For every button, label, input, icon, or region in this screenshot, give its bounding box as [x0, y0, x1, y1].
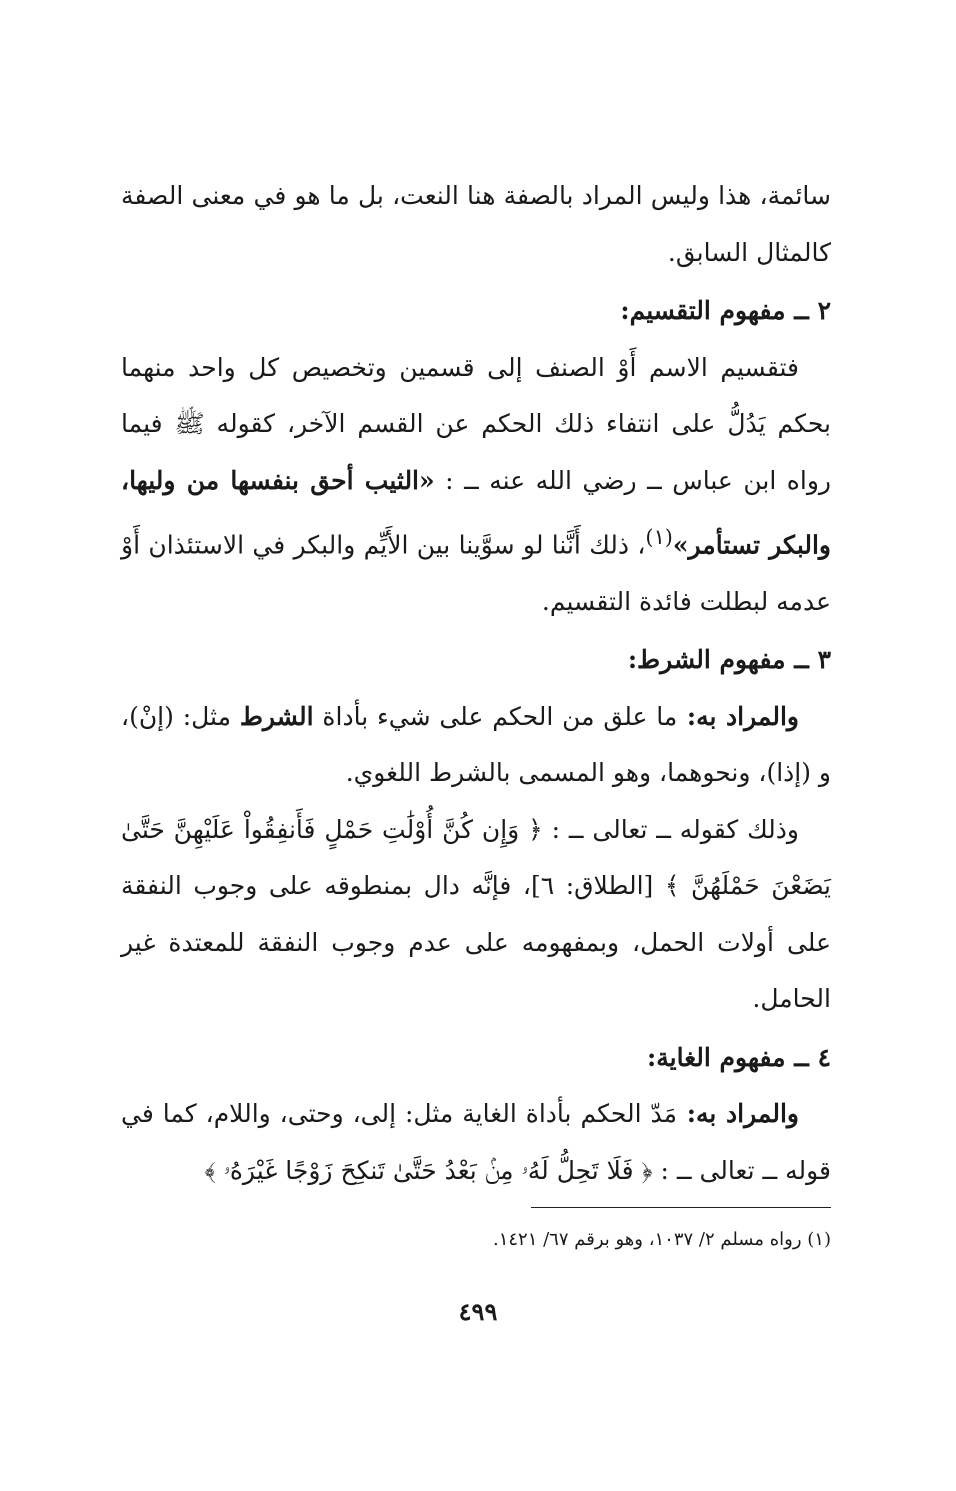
footnote-ref: (١) [645, 525, 673, 549]
condition-text1: ما علق من الحكم على شيء بأداة [313, 701, 678, 731]
footnote-divider [531, 1207, 831, 1208]
paragraph-intro: سائمة، هذا وليس المراد بالصفة هنا النعت، بل ما هو في معنى الصفة كالمثال السابق. [121, 181, 831, 267]
main-text [121, 168, 831, 1199]
example-text: وذلك كقوله ــ تعالى ــ : [542, 814, 800, 844]
paragraph-goal [121, 1086, 831, 1199]
quran-verse-talaq: ﴿ وَإِن كُنَّ أُوْلَٰتِ حَمْلٍ فَأَنفِقُواْ عَلَيْهِنَّ حَتَّىٰ يَضَعْنَ حَمْلَهُنَّ ﴾ [121, 814, 831, 901]
goal-text: مَدّ الحكم بأداة الغاية مثل: إلى، وحتى، واللام، كما في قوله ــ تعالى ــ : [121, 1099, 831, 1185]
heading-division: ٢ ــ مفهوم التقسيم: [620, 296, 831, 325]
paragraph-division [121, 340, 831, 631]
condition-text2: مثل: (إنْ)، و (إذا)، ونحوهما، وهو المسمى بالشرط اللغوي. [121, 701, 831, 788]
division-tail: ، ذلك أَنَّنا لو سوَّينا بين الأَيِّم والبكر في الاستئذان أَوْ عدمه لبطلت فائدة التقسيم. [121, 530, 831, 616]
heading-goal: ٤ ــ مفهوم الغاية: [647, 1042, 831, 1072]
paragraph-condition-example [121, 802, 831, 1028]
quran-verse-baqara: ﴿ فَلَا تَحِلُّ لَهُۥ مِنۢ بَعْدُ حَتَّىٰ تَنكِحَ زَوْجًا غَيْرَهُۥ ﴾ [204, 1155, 653, 1185]
condition-bold: الشرط [239, 701, 314, 731]
goal-label: والمراد به: [677, 1099, 799, 1129]
division-text: فتقسيم الاسم أَوْ الصنف إلى قسمين وتخصيص كل واحد منهما بحكم يَدُلُّ على انتفاء ذلك الحكم عن القسم الآخر، كقوله ﷺ فيما رواه ابن عباس ــ رضي الله عنه ــ : [121, 352, 831, 495]
example-tail: [الطلاق: ٦]، فإنَّه دال بمنطوقه على وجوب النفقة على أولات الحمل، وبمفهومه على عدم وجوب النفقة للمعتدة غير الحامل. [121, 871, 831, 1014]
paragraph-condition [121, 689, 831, 802]
hadith-quote: «الثيب أحق بنفسها من وليها، والبكر تستأمر» [121, 465, 831, 560]
condition-label: والمراد به: [677, 701, 799, 731]
page-number: ٤٩٩ [458, 1297, 498, 1326]
footnote: (١) رواه مسلم ٢/ ١٠٣٧، وهو برقم ٦٧/ ١٤٢١. [492, 1229, 831, 1250]
heading-condition: ٣ ــ مفهوم الشرط: [627, 645, 831, 675]
